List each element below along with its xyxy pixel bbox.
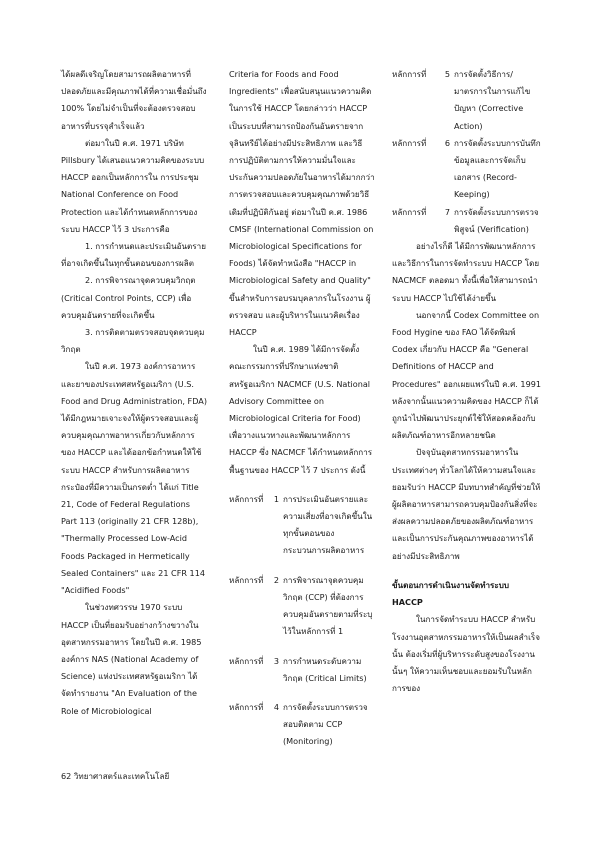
list-item: 2. การพิจารณาจุดควบคุมวิกฤต (Critical Control Points, CCP) เพื่อควบคุมอันตรายที่จะเกิดขึ้น — [61, 275, 196, 320]
principle-number: 6 — [444, 137, 450, 148]
principle-label: หลักการที่ — [392, 206, 427, 217]
principle-item — [229, 491, 375, 560]
principle-label: หลักการที่ — [229, 655, 264, 666]
paragraph: ในการจัดทำระบบ HACCP สำหรับโรงงานอุตสาหกรรมอาหารให้เป็นผลสำเร็จนั้น ต้องเริ่มที่ผู้บริหารระดับสูงของโรงงานนั้นๆ ให้ความเห็นชอบและยอมรับในหลักการของ — [392, 614, 540, 694]
principle-item — [392, 204, 541, 238]
paragraph: นอกจากนี้ Codex Committee on Food Hygine ของ FAO ได้จัดพิมพ์ Codex เกี่ยวกับ HACCP คือ "General Definitions of HACCP and Procedures" ออกเผยแพร่ในปี ค.ศ. 1991 หลังจากนั้นแนวความคิดของ HACCP ก็ได้ถูกนำไปพัฒนาประยุกต์ใช้ให้สอดคล้องกับผลิตภัณฑ์อาหารอีกหลายชนิด — [392, 309, 542, 441]
principle-number: 4 — [273, 701, 279, 712]
paragraph: ในปี ค.ศ. 1973 องค์การอาหารและยาของประเทศสหรัฐอเมริกา (U.S. Food and Drug Administration, FDA) ได้มีกฎหมายเจาะจงให้ผู้ตรวจสอบและผู้ควบคุมคุณภาพอาหารเกี่ยวกับหลักการของ HACCP และได้ออกข้อกำหนดให้ใช้ระบบ HACCP สำหรับการผลิตอาหารกระป๋องที่มีความเป็นกรดต่ำ ได้แก่ Title 21, Code of Federal Regulations Part 113 (originally 21 CFR 128b), "Thermally Processed Low-Acid Foods Packaged in Hermetically Sealed Containers" และ 21 CFR 114 "Acidified Foods" — [61, 361, 207, 596]
paragraph: ในปี ค.ศ. 1989 ได้มีการจัดตั้งคณะกรรมการที่ปรึกษาแห่งชาติสหรัฐอเมริกา NACMCF (U.S. National Advisory Committee on Microbiological Criteria for Food) เพื่อวางแนวทางและพัฒนาหลักการ HACCP ซึ่ง NACMCF ได้กำหนดหลักการพื้นฐานของ HACCP ไว้ 7 ประการ ดังนี้ — [229, 344, 373, 475]
principle-item — [392, 135, 541, 204]
principle-item — [229, 572, 375, 641]
page-footer: 62 วิทยาศาสตร์และเทคโนโลยี — [61, 771, 170, 781]
principle-number: 2 — [273, 574, 279, 585]
principle-text: การกำหนดระดับความวิกฤต (Critical Limits) — [283, 655, 367, 683]
paragraph: อย่างไรก็ดี ได้มีการพัฒนาหลักการและวิธีการในการจัดทำระบบ HACCP โดย NACMCF ตลอดมา ทั้งนี้เพื่อให้สามารถนำระบบ HACCP ไปใช้ได้ง่ายขึ้น — [392, 241, 540, 303]
section-heading: ขั้นตอนการดำเนินงานจัดทำระบบ HACCP — [392, 579, 510, 608]
paragraph: ในช่วงทศวรรษ 1970 ระบบ HACCP เป็นที่ยอมรับอย่างกว้างขวางในอุตสาหกรรมอาหาร โดยในปี ค.ศ. 1985 องค์การ NAS (National Academy of Science) แห่งประเทศสหรัฐอเมริกา ได้จัดทำรายงาน "An Evaluation of the Role of Microbiological — [61, 602, 202, 716]
paragraph: ปัจจุบันอุตสาหกรรมอาหารในประเทศต่างๆ ทั่วโลกได้ให้ความสนใจและยอมรับว่า HACCP มีบทบาทสำคัญที่ช่วยให้ผู้ผลิตอาหารสามารถควบคุมป้องกันสิ่งที่จะส่งผลความปลอดภัยของผลิตภัณฑ์อาหารและเป็นการประกันคุณภาพของอาหารได้อย่างมีประสิทธิภาพ — [392, 447, 541, 561]
principle-number: 5 — [444, 69, 450, 79]
principle-number: 3 — [273, 655, 279, 666]
list-item: 1. การกำหนดและประเมินอันตรายที่อาจเกิดขึ้นในทุกขั้นตอนของการผลิต — [61, 241, 206, 269]
list-item: 3. การติดตามตรวจสอบจุดควบคุมวิกฤต — [61, 327, 205, 355]
paragraph: Criteria for Foods and Food Ingredients" เพื่อสนับสนุนแนวความคิดในการใช้ HACCP โดยกล่าวว่า HACCP เป็นระบบที่สามารถป้องกันอันตรายจากจุลินทรีย์ได้อย่างมีประสิทธิภาพ และวิธีการปฏิบัติตามการให้ความมั่นใจและประกันความปลอดภัยในอาหารได้มากกว่าการตรวจสอบและควบคุมคุณภาพด้วยวิธีเดิมที่ปฏิบัติกันอยู่ ต่อมาในปี ค.ศ. 1986 CMSF (International Commission on Microbiological Specifications for Foods) ได้จัดทำหนังสือ "HACCP in Microbiological Safety and Quality" ขึ้นสำหรับการอบรมบุคลากรในโรงงาน ผู้ตรวจสอบ และผู้บริหารในแนวคิดเรื่อง HACCP — [229, 69, 375, 338]
principle-label: หลักการที่ — [229, 701, 264, 712]
paragraph: ต่อมาในปี ค.ศ. 1971 บริษัท Pillsbury ได้เสนอแนวความคิดของระบบ HACCP ออกเป็นหลักการใน การประชุม National Conference on Food Protection และได้กำหนดหลักการของระบบ HACCP ไว้ 3 ประการคือ — [61, 137, 205, 234]
paragraph: ได้ผลดีเจริญโดยสามารถผลิตอาหารที่ปลอดภัยและมีคุณภาพได้ที่ความเชื่อมั่นถึง 100% โดยไม่จำเป็นที่จะต้องตรวจสอบอาหารที่บรรจุสำเร็จแล้ว — [61, 69, 207, 131]
text-column-3 — [392, 66, 541, 697]
principle-label: หลักการที่ — [392, 69, 427, 79]
principle-text: การพิจารณาจุดควบคุมวิกฤต (CCP) ที่ต้องการควบคุมอันตรายตามที่ระบุไว้ในหลักการที่ 1 — [283, 574, 373, 637]
principle-number: 1 — [273, 493, 279, 504]
principle-label: หลักการที่ — [392, 137, 427, 148]
principle-text: การจัดตั้งระบบการตรวจสอบติดตาม CCP (Monitoring) — [283, 701, 368, 747]
principle-text: การจัดตั้งระบบการตรวจพิสูจน์ (Verification) — [454, 206, 539, 234]
principle-item — [392, 66, 541, 135]
principle-text: การประเมินอันตรายและความเสี่ยงที่อาจเกิดขึ้นในทุกขั้นตอนของกระบวนการผลิตอาหาร — [283, 493, 373, 556]
principle-text: การจัดตั้งวิธีการ/มาตรการในการแก้ไขปัญหา (Corrective Action) — [454, 69, 531, 131]
text-column-1 — [61, 66, 207, 720]
principle-label: หลักการที่ — [229, 574, 264, 585]
principle-number: 7 — [444, 206, 450, 217]
text-column-2 — [229, 66, 375, 751]
principle-text: การจัดตั้งระบบการบันทึกข้อมูลและการจัดเก็บเอกสาร (Record-Keeping) — [454, 137, 541, 200]
principle-item — [229, 653, 375, 687]
principle-label: หลักการที่ — [229, 493, 264, 504]
principle-item — [229, 699, 375, 751]
